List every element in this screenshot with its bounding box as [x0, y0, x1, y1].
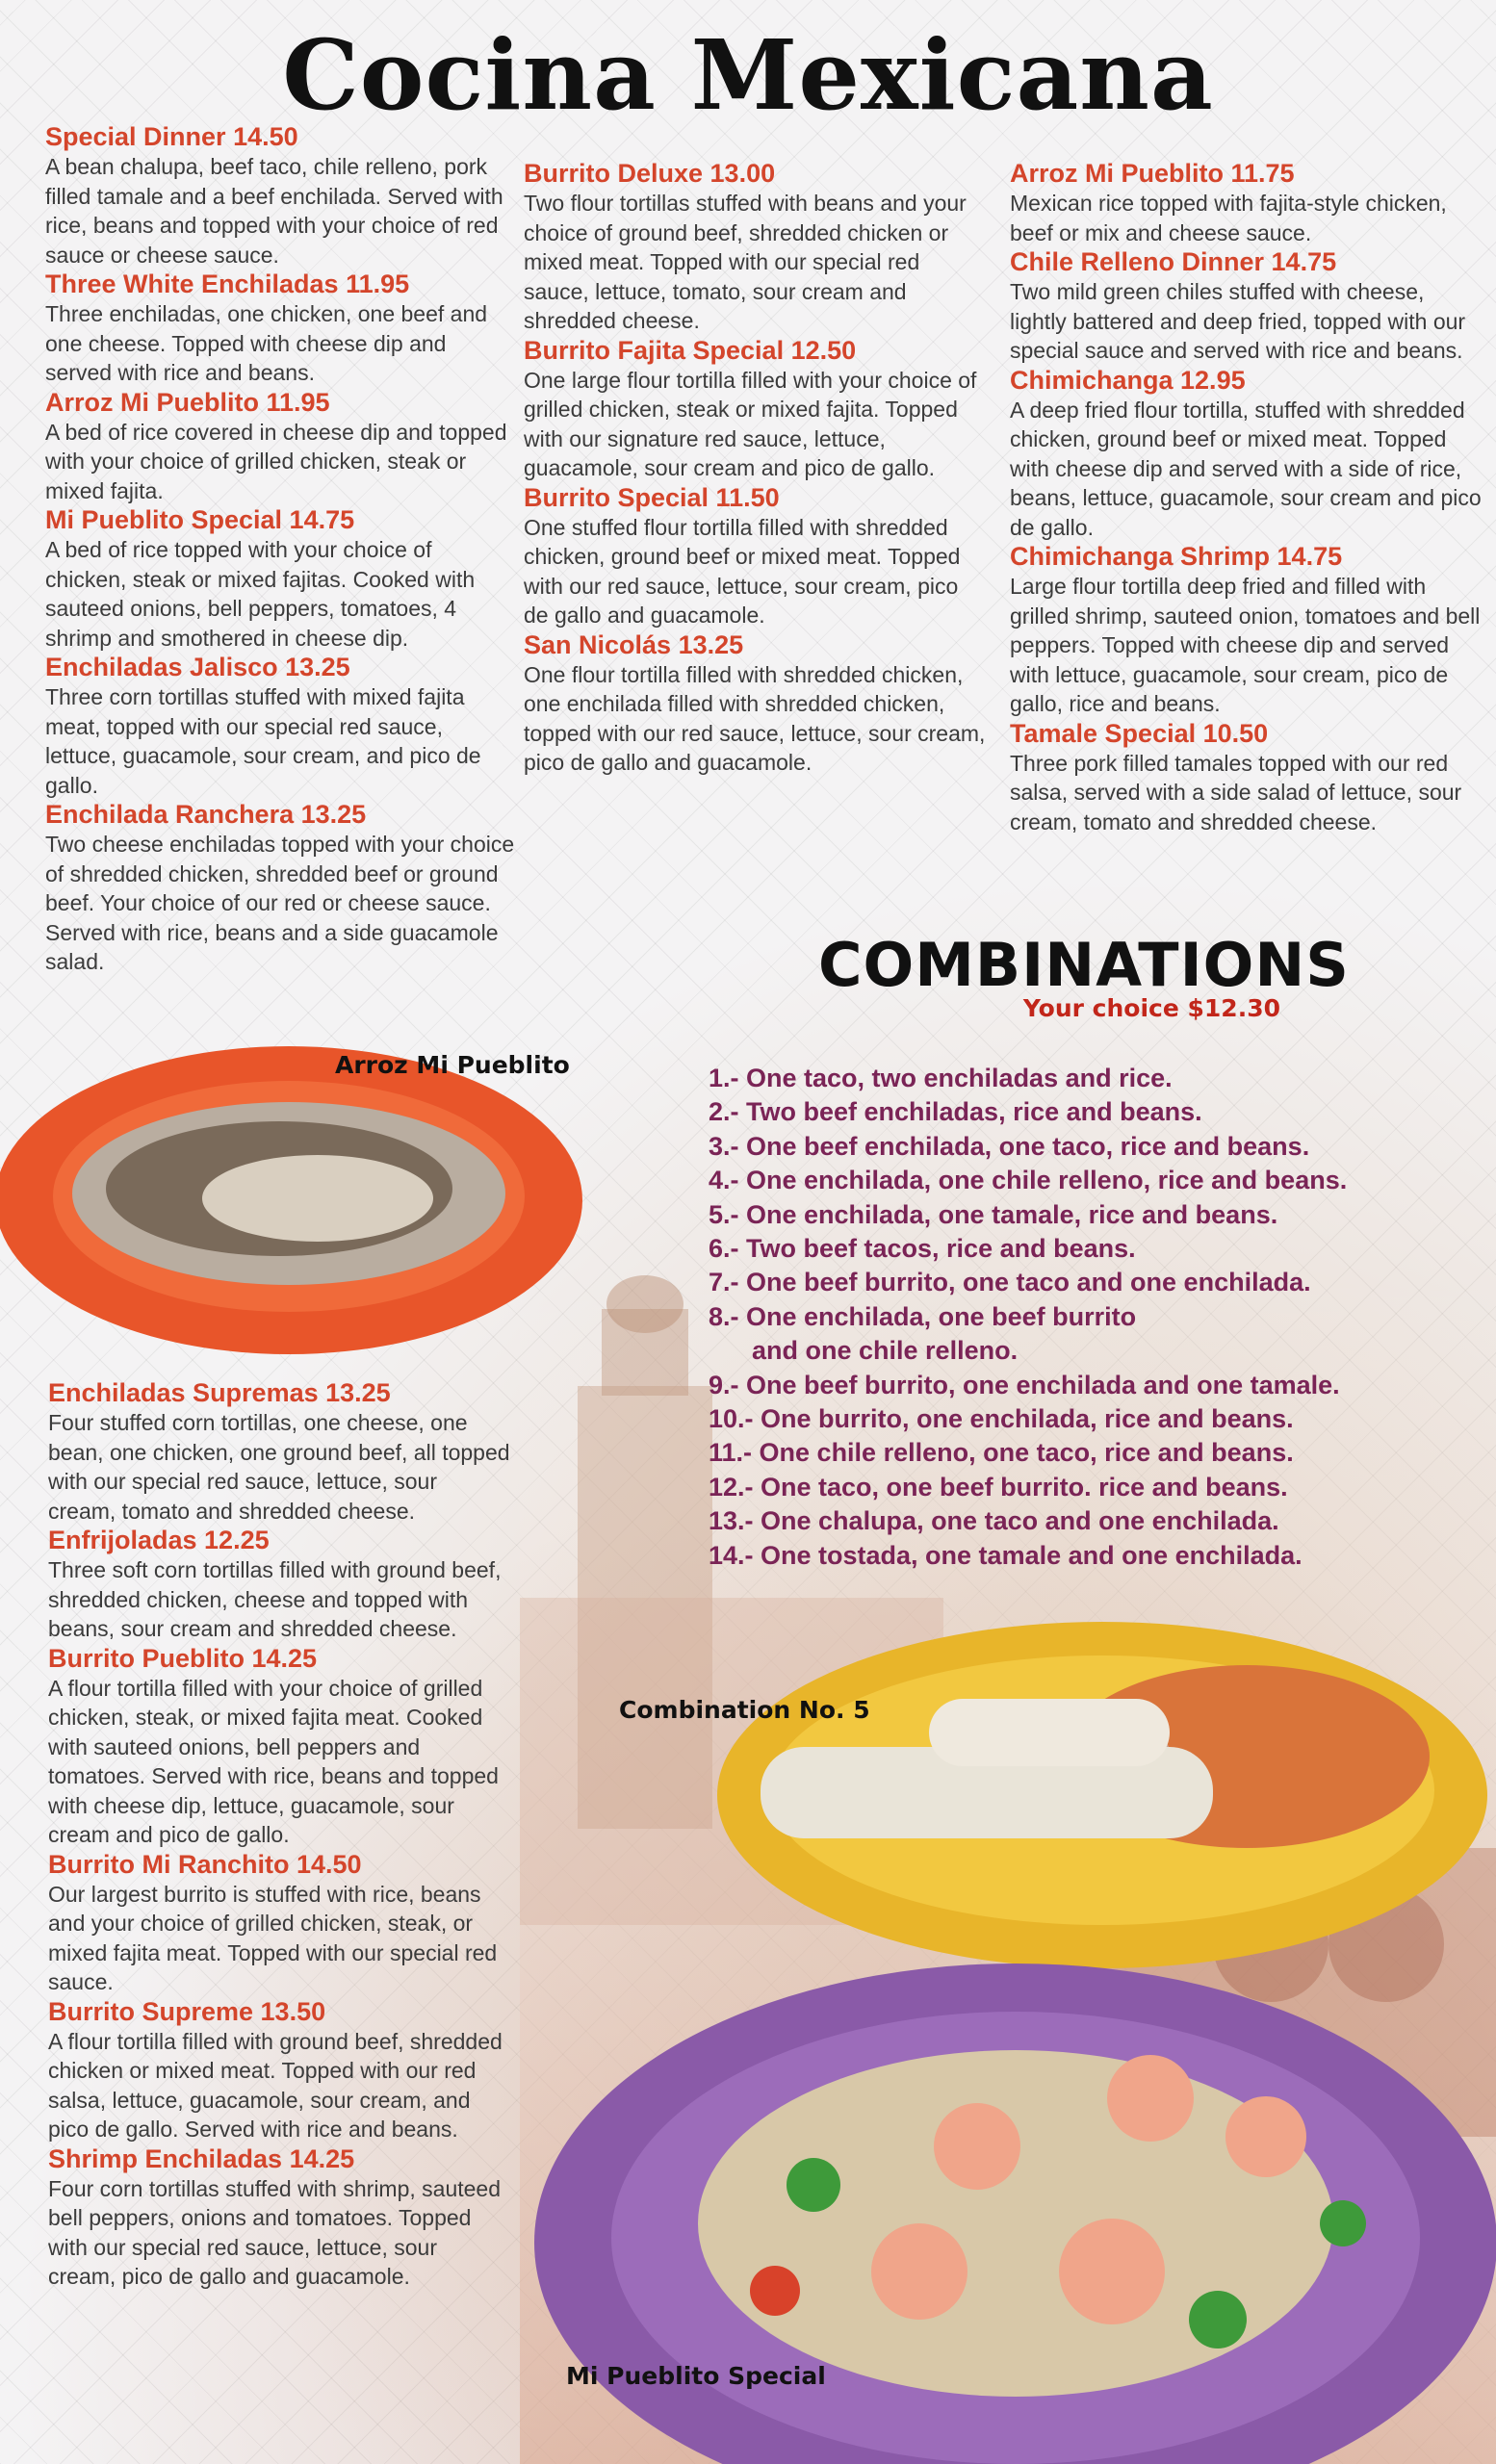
- menu-item: [1010, 366, 1482, 543]
- caption-mi-pueblito-special: Mi Pueblito Special: [566, 2362, 826, 2390]
- menu-item: [45, 800, 517, 977]
- menu-item: [1010, 542, 1482, 719]
- menu-item-name: Burrito Deluxe 13.00: [524, 159, 776, 188]
- combination-item: 10.- One burrito, one enchilada, rice and beans.: [709, 1404, 1294, 1434]
- menu-item-description: A deep fried flour tortilla, stuffed with shredded chicken, ground beef or mixed meat. Topped with cheese dip and served with a side of rice, beans, lettuce, guacamole, sour cream and pico de gallo.: [1010, 397, 1482, 540]
- menu-item-name: Burrito Supreme 13.50: [48, 1996, 326, 2026]
- combination-item: 9.- One beef burrito, one enchilada and one tamale.: [709, 1370, 1340, 1399]
- combination-5-plate-photo: [708, 1612, 1496, 1978]
- menu-item: [48, 1378, 510, 1526]
- menu-item-name: Mi Pueblito Special 14.75: [45, 505, 355, 534]
- menu-item-name: Tamale Special 10.50: [1010, 718, 1269, 748]
- menu-item-description: Four corn tortillas stuffed with shrimp, sauteed bell peppers, onions and tomatoes. Topped with our special red sauce, lettuce, sour cream, pico de gallo and guacamole.: [48, 2175, 502, 2289]
- menu-item-description: A bean chalupa, beef taco, chile relleno, pork filled tamale and a beef enchilada. Served with rice, beans and topped with your choice of red sauce or cheese sauce.: [45, 154, 503, 268]
- caption-combination-5: Combination No. 5: [619, 1696, 870, 1724]
- menu-item: [524, 483, 986, 630]
- menu-item-description: Two flour tortillas stuffed with beans and your choice of ground beef, shredded chicken or mixed meat. Topped with our special red sauce, lettuce, tomato, sour cream and shredded cheese.: [524, 191, 967, 333]
- menu-item-description: Large flour tortilla deep fried and filled with grilled shrimp, sauteed onion, tomatoes and bell peppers. Topped with cheese dip and served with lettuce, guacamole, sour cream, pico de gallo, rice and beans.: [1010, 574, 1481, 716]
- menu-item-description: A flour tortilla filled with ground beef, shredded chicken or mixed meat. Topped with our red salsa, lettuce, guacamole, sour cream, and pico de gallo. Served with rice and beans.: [48, 2028, 503, 2142]
- menu-item-description: A bed of rice covered in cheese dip and topped with your choice of grilled chicken, steak or mixed fajita.: [45, 419, 507, 503]
- menu-item-name: Enchiladas Jalisco 13.25: [45, 653, 350, 681]
- menu-item-description: One stuffed flour tortilla filled with shredded chicken, ground beef or mixed meat. Topped with our red sauce, lettuce, sour cream, pico de gallo and guacamole.: [524, 514, 961, 628]
- menu-item-description: A flour tortilla filled with your choice of grilled chicken, steak, or mixed fajita meat. Cooked with sauteed onions, bell peppers and tomatoes. Served with rice, beans and topped with cheese dip, lettuce, guacamole, sour cream and pico de gallo.: [48, 1675, 499, 1847]
- menu-item-description: Two mild green chiles stuffed with cheese, lightly battered and deep fried, topped with our special sauce and served with rice and beans.: [1010, 279, 1466, 363]
- combinations-list: [709, 1062, 1479, 1573]
- menu-item: [48, 1644, 510, 1850]
- combination-item: and one chile relleno.: [709, 1336, 1019, 1366]
- page-title: Cocina Mexicana: [282, 18, 1214, 132]
- menu-item: [48, 2144, 510, 2292]
- menu-item-name: Special Dinner 14.50: [45, 122, 298, 151]
- menu-item-name: Chile Relleno Dinner 14.75: [1010, 247, 1337, 276]
- menu-item: [45, 505, 517, 653]
- combination-item: 12.- One taco, one beef burrito. rice and beans.: [709, 1472, 1288, 1502]
- menu-item-description: Mexican rice topped with fajita-style chicken, beef or mix and cheese sauce.: [1010, 191, 1447, 245]
- combination-item: 14.- One tostada, one tamale and one enchilada.: [709, 1540, 1303, 1570]
- menu-item: [524, 159, 986, 336]
- menu-item-description: One flour tortilla filled with shredded chicken, one enchilada filled with shredded chicken, topped with our red sauce, lettuce, sour cream, pico de gallo and guacamole.: [524, 661, 986, 775]
- menu-item-name: Burrito Pueblito 14.25: [48, 1643, 318, 1673]
- combination-item: 13.- One chalupa, one taco and one enchilada.: [709, 1506, 1279, 1536]
- menu-item-name: Enchilada Ranchera 13.25: [45, 800, 367, 829]
- menu-item-name: Enfrijoladas 12.25: [48, 1526, 270, 1554]
- caption-arroz: Arroz Mi Pueblito: [335, 1051, 570, 1079]
- menu-item-name: Burrito Fajita Special 12.50: [524, 335, 857, 365]
- menu-item: [45, 270, 517, 388]
- combination-item: 4.- One enchilada, one chile relleno, rice and beans.: [709, 1166, 1348, 1195]
- menu-item: [48, 1997, 510, 2144]
- menu-item-name: Chimichanga 12.95: [1010, 365, 1246, 395]
- menu-item: [524, 630, 986, 778]
- menu-item-name: Chimichanga Shrimp 14.75: [1010, 542, 1343, 571]
- menu-item: [1010, 719, 1482, 837]
- menu-item-name: Burrito Mi Ranchito 14.50: [48, 1849, 362, 1879]
- combination-item: 11.- One chile relleno, one taco, rice and beans.: [709, 1438, 1294, 1468]
- menu-column-middle: [524, 159, 986, 778]
- menu-item: [45, 653, 517, 800]
- menu-item: [48, 1526, 510, 1644]
- menu-item: [1010, 247, 1482, 366]
- menu-item-name: Arroz Mi Pueblito 11.95: [45, 387, 330, 417]
- menu-item-description: One large flour tortilla filled with your choice of grilled chicken, steak or mixed fajita. Topped with our signature red sauce, lettuce, guacamole, sour cream and pico de gallo.: [524, 367, 977, 480]
- combination-item: 8.- One enchilada, one beef burrito: [709, 1301, 1137, 1331]
- menu-item: [1010, 159, 1482, 247]
- arroz-plate-photo: [0, 1035, 587, 1357]
- menu-item-description: Three pork filled tamales topped with our red salsa, served with a side salad of lettuce, sour cream, tomato and shredded cheese.: [1010, 750, 1462, 834]
- menu-item-description: Four stuffed corn tortillas, one cheese, one bean, one chicken, one ground beef, all topped with our special red sauce, lettuce, sour cream, tomato and shredded cheese.: [48, 1410, 510, 1524]
- menu-item: [45, 122, 517, 270]
- combination-item: 2.- Two beef enchiladas, rice and beans.: [709, 1097, 1202, 1127]
- menu-item-name: Three White Enchiladas 11.95: [45, 270, 410, 298]
- menu-item-name: San Nicolás 13.25: [524, 629, 744, 659]
- combination-item: 7.- One beef burrito, one taco and one enchilada.: [709, 1268, 1311, 1297]
- menu-column-left-bottom: [48, 1378, 510, 2292]
- menu-column-right: [1010, 159, 1482, 836]
- menu-item-name: Burrito Special 11.50: [524, 482, 780, 512]
- combination-item: 3.- One beef enchilada, one taco, rice and beans.: [709, 1131, 1310, 1161]
- menu-column-left-top: [45, 122, 517, 977]
- menu-item-name: Arroz Mi Pueblito 11.75: [1010, 159, 1295, 188]
- menu-item-description: Three enchiladas, one chicken, one beef and one cheese. Topped with cheese dip and served with rice and beans.: [45, 301, 488, 385]
- menu-item-name: Shrimp Enchiladas 14.25: [48, 2143, 355, 2173]
- menu-item: [48, 1850, 510, 1997]
- menu-item-description: Two cheese enchiladas topped with your choice of shredded chicken, shredded beef or ground beef. Your choice of our red or cheese sauce. Served with rice, beans and a side guacamole salad.: [45, 832, 515, 974]
- menu-item-description: Our largest burrito is stuffed with rice, beans and your choice of grilled chicken, steak, or mixed fajita meat. Topped with our special red sauce.: [48, 1881, 498, 1994]
- combination-item: 1.- One taco, two enchiladas and rice.: [709, 1064, 1173, 1092]
- combination-item: 5.- One enchilada, one tamale, rice and beans.: [709, 1199, 1278, 1229]
- menu-item: [524, 336, 986, 483]
- combination-item: 6.- Two beef tacos, rice and beans.: [709, 1234, 1136, 1264]
- menu-item-description: Three corn tortillas stuffed with mixed fajita meat, topped with our special red sauce, lettuce, guacamole, sour cream, and pico de gallo.: [45, 684, 481, 798]
- menu-item-description: Three soft corn tortillas filled with ground beef, shredded chicken, cheese and topped with beans, sour cream and shredded cheese.: [48, 1557, 502, 1641]
- combinations-heading: COMBINATIONS: [818, 930, 1350, 1000]
- menu-item-name: Enchiladas Supremas 13.25: [48, 1378, 391, 1407]
- combinations-price: Your choice $12.30: [1022, 994, 1280, 1022]
- menu-item: [45, 388, 517, 506]
- menu-item-description: A bed of rice topped with your choice of chicken, steak or mixed fajitas. Cooked with sauteed onions, bell peppers, tomatoes, 4 shrimp and smothered in cheese dip.: [45, 537, 476, 651]
